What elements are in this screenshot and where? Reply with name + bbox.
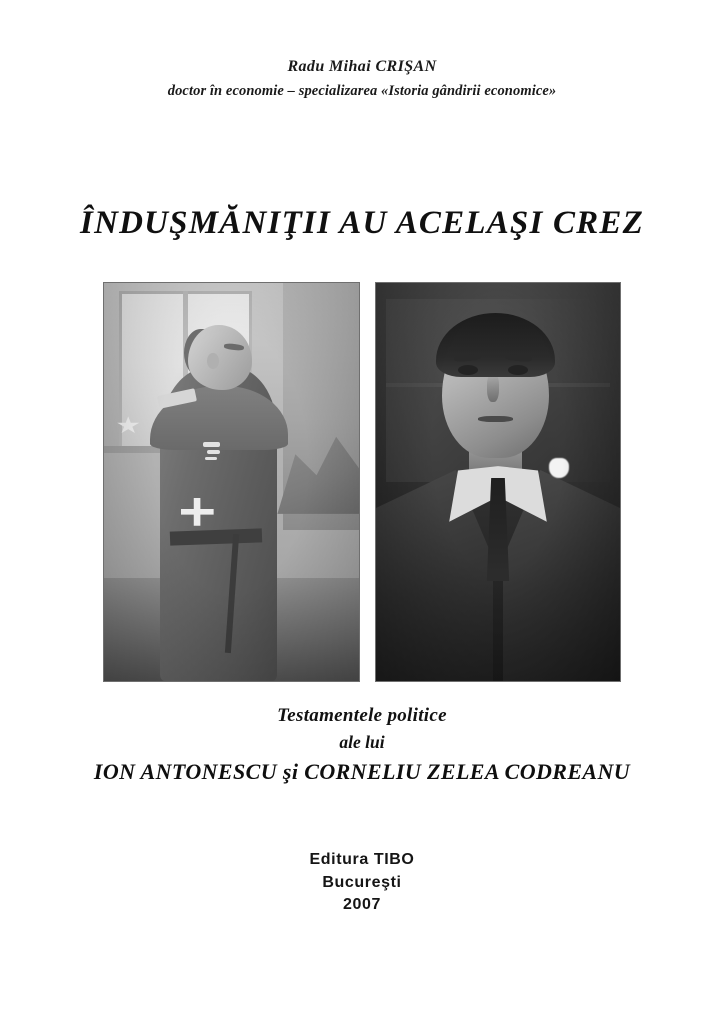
subtitle-line-1: Testamentele politice [277, 705, 447, 726]
photo-vignette [104, 283, 359, 681]
author-block [0, 58, 724, 100]
author-name: Radu Mihai CRIŞAN [287, 58, 437, 75]
subtitle-line-2: ale lui [339, 732, 385, 752]
photo-vignette [376, 283, 620, 681]
photo-codreanu [376, 283, 620, 681]
publisher-name: Editura TIBO [309, 851, 415, 868]
photo-row [0, 283, 724, 683]
author-credentials: doctor în economie – specializarea «Istoria gândirii economice» [167, 83, 557, 99]
subtitle-block [0, 705, 724, 785]
subtitle-line-3: ION ANTONESCU şi CORNELIU ZELEA CODREANU [93, 759, 631, 784]
photo-antonescu [104, 283, 359, 681]
publisher-block [0, 849, 724, 917]
publisher-year: 2007 [343, 896, 381, 914]
publisher-city: Bucureşti [322, 873, 402, 891]
page-title: ÎNDUŞMĂNIŢII AU ACELAŞI CREZ [80, 205, 644, 241]
